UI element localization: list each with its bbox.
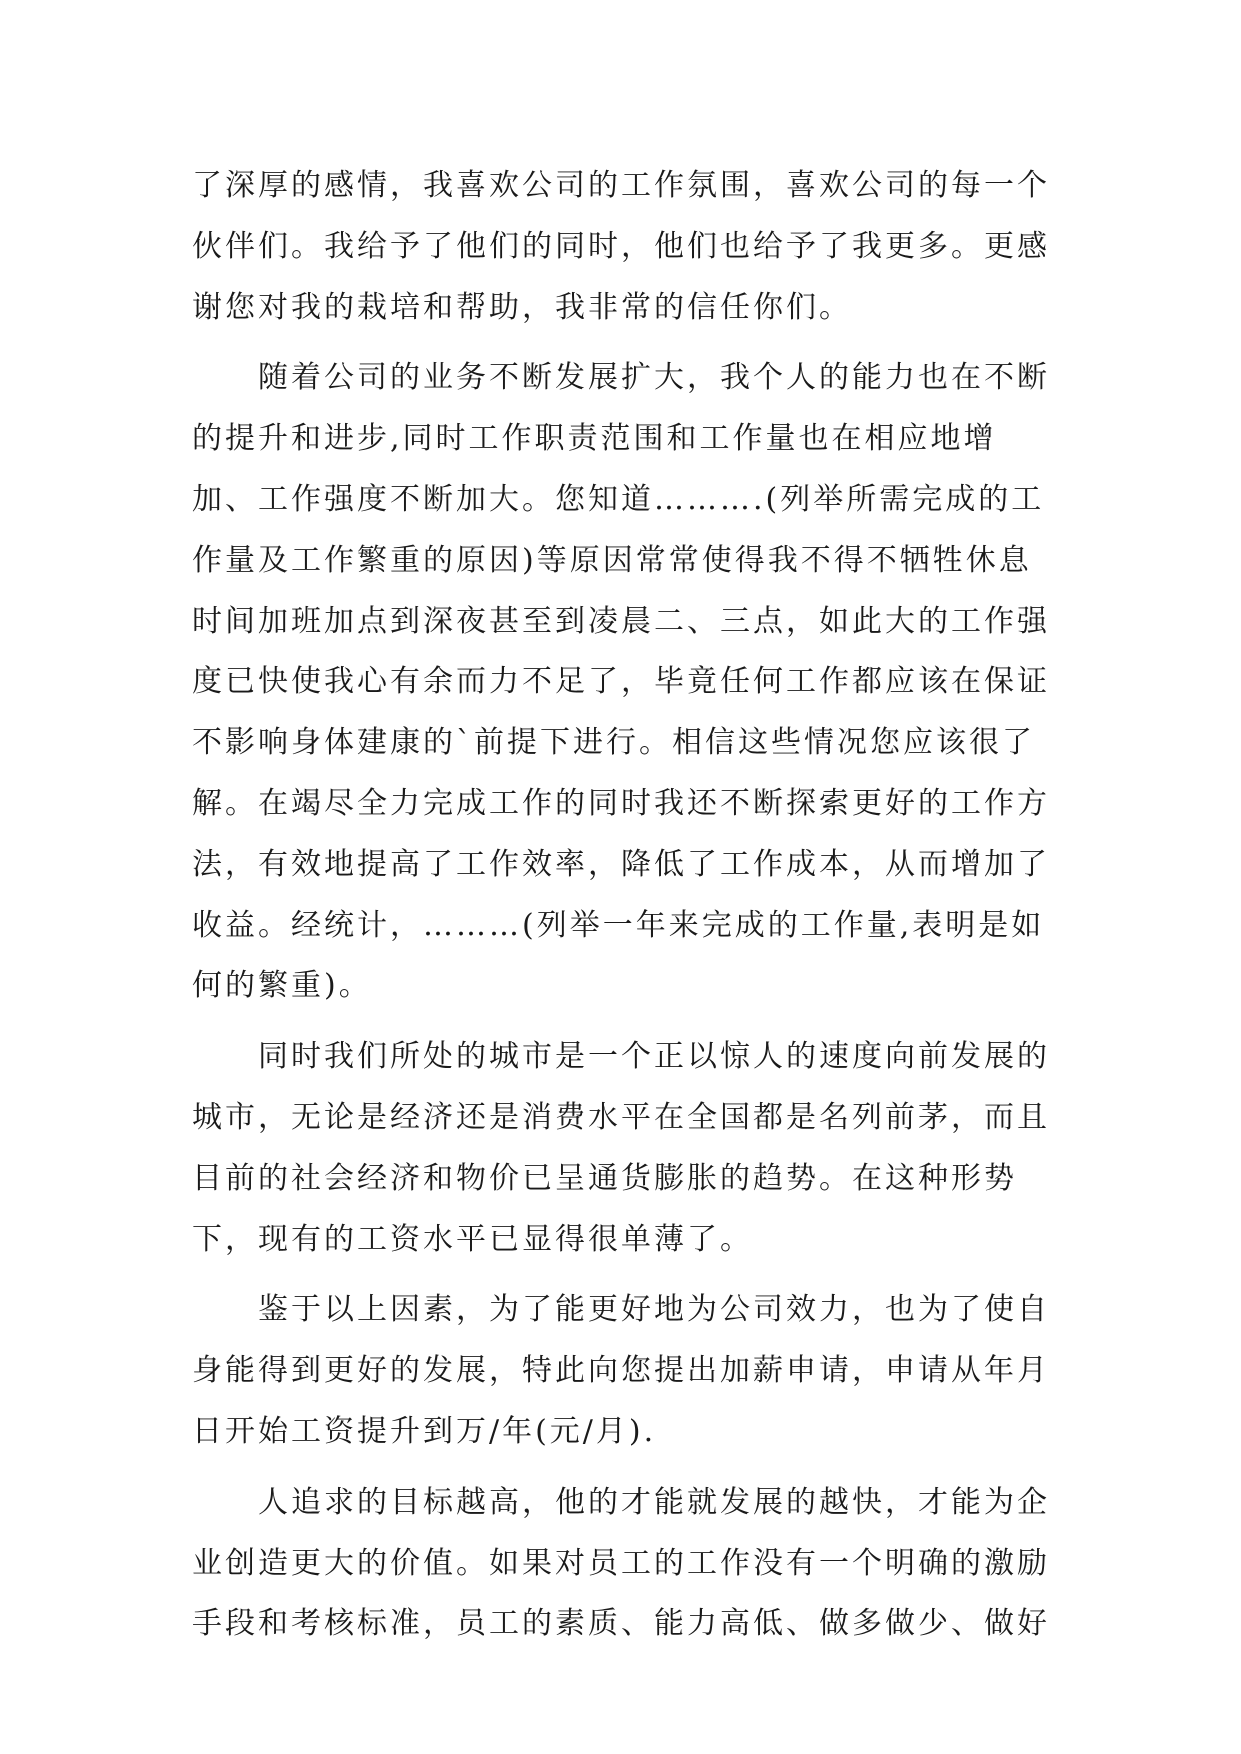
document-body bbox=[192, 156, 1052, 1655]
paragraph-1: 了深厚的感情，我喜欢公司的工作氛围，喜欢公司的每一个伙伴们。我给予了他们的同时，他们也给予了我更多。更感谢您对我的栽培和帮助，我非常的信任你们。 bbox=[192, 168, 1050, 325]
paragraph-gap bbox=[192, 1463, 1052, 1473]
paragraph-4: 鉴于以上因素，为了能更好地为公司效力，也为了使自身能得到更好的发展，特此向您提出加薪申请，申请从年月日开始工资提升到万/年(元/月). bbox=[192, 1292, 1050, 1449]
paragraph-gap bbox=[192, 1270, 1052, 1280]
paragraph-gap bbox=[192, 338, 1052, 348]
paragraph-2: 随着公司的业务不断发展扩大，我个人的能力也在不断的提升和进步,同时工作职责范围和工作量也在相应地增加、工作强度不断加大。您知道……….(列举所需完成的工作量及工作繁重的原因)等原因常常使得我不得不牺牲休息时间加班加点到深夜甚至到凌晨二、三点，如此大的工作强度已快使我心有余而力不足了，毕竟任何工作都应该在保证不影响身体建康的`前提下进行。相信这些情况您应该很了解。在竭尽全力完成工作的同时我还不断探索更好的工作方法，有效地提高了工作效率，降低了工作成本，从而增加了收益。经统计，………(列举一年来完成的工作量,表明是如何的繁重)。 bbox=[192, 360, 1050, 1004]
paragraph-3: 同时我们所处的城市是一个正以惊人的速度向前发展的城市，无论是经济还是消费水平在全国都是名列前茅，而且目前的社会经济和物价已呈通货膨胀的趋势。在这种形势下，现有的工资水平已显得很单薄了。 bbox=[192, 1039, 1050, 1257]
paragraph-gap bbox=[192, 1017, 1052, 1027]
paragraph-5: 人追求的目标越高，他的才能就发展的越快，才能为企业创造更大的价值。如果对员工的工作没有一个明确的激励手段和考核标准，员工的素质、能力高低、做多做少、做好 bbox=[192, 1484, 1050, 1642]
